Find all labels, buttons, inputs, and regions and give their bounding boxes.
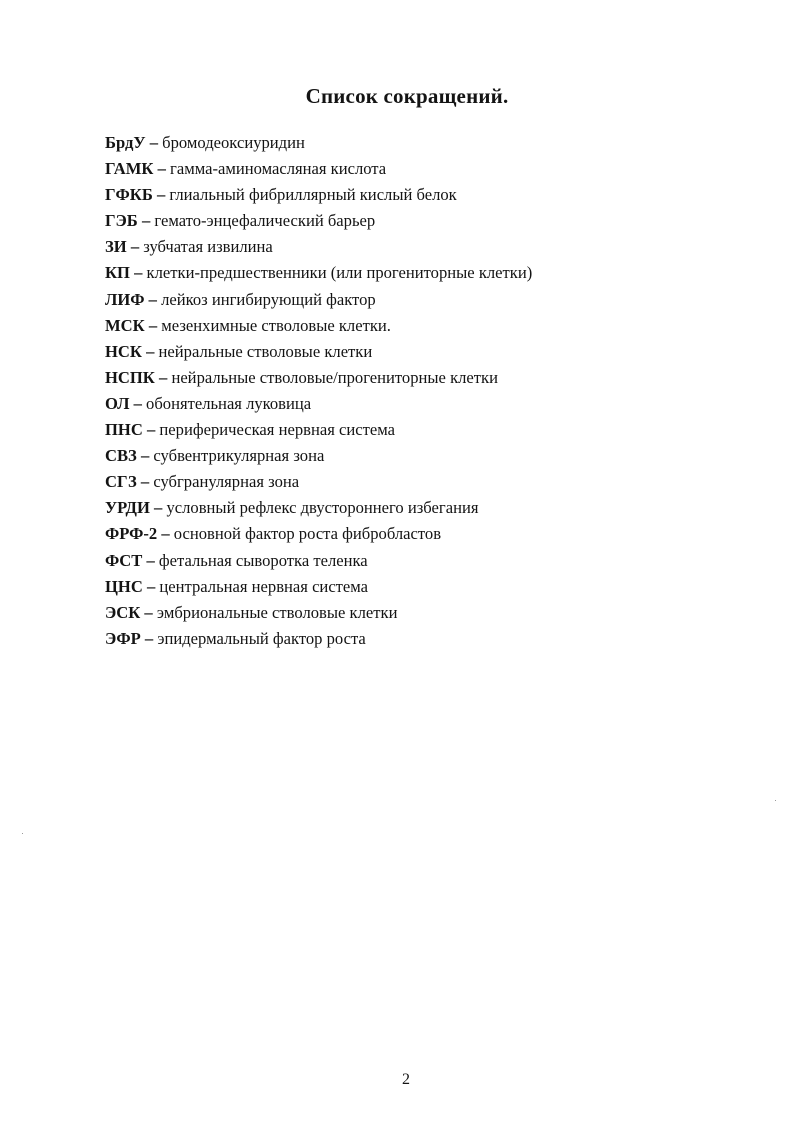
abbreviation-dash: – <box>140 602 157 622</box>
abbreviation-dash: – <box>145 133 163 152</box>
abbreviation-term: КП <box>105 263 130 283</box>
abbreviation-definition: основной фактор роста фибробластов <box>173 524 442 544</box>
abbreviation-item <box>105 600 532 626</box>
abbreviation-dash: – <box>129 263 147 283</box>
abbreviation-item <box>105 521 532 547</box>
abbreviation-dash: – <box>152 185 170 205</box>
abbreviation-term: ФСТ <box>105 550 143 570</box>
abbreviation-definition: нейральные стволовые/прогениторные клетки <box>171 367 498 387</box>
page-title: Список сокращений. <box>305 84 509 108</box>
abbreviation-dash: – <box>142 576 160 596</box>
abbreviation-dash: – <box>142 420 160 440</box>
abbreviation-dash: – <box>141 341 159 361</box>
abbreviation-item <box>105 156 532 182</box>
abbreviation-definition: центральная нервная система <box>159 576 369 596</box>
abbreviation-definition: глиальный фибриллярный кислый белок <box>169 185 457 205</box>
abbreviation-definition: клетки-предшественники (или прогениторные клетки) <box>146 263 533 283</box>
abbreviation-term: ЗИ <box>105 237 127 257</box>
abbreviation-item <box>105 574 532 600</box>
abbreviation-term: БрдУ <box>105 133 146 152</box>
abbreviation-definition: фетальная сыворотка теленка <box>158 550 368 570</box>
abbreviation-definition: субгранулярная зона <box>153 472 300 492</box>
abbreviation-item <box>105 234 532 260</box>
abbreviation-definition: обонятельная луковица <box>146 393 312 413</box>
abbreviation-list <box>105 130 532 652</box>
abbreviation-dash: – <box>126 237 144 257</box>
abbreviation-term: НСПК <box>105 367 155 387</box>
abbreviation-definition: бромодеоксиуридин <box>162 133 305 152</box>
abbreviation-definition: мезенхимные стволовые клетки. <box>161 315 391 335</box>
scan-speck <box>775 800 776 801</box>
abbreviation-item <box>105 130 532 156</box>
abbreviation-item <box>105 469 532 495</box>
abbreviation-term: ФРФ-2 <box>105 524 158 544</box>
abbreviation-item <box>105 260 532 286</box>
abbreviation-dash: – <box>157 524 174 544</box>
abbreviation-definition: периферическая нервная система <box>159 420 395 440</box>
abbreviation-item <box>105 495 532 521</box>
abbreviation-definition: гамма-аминомасляная кислота <box>170 159 387 179</box>
abbreviation-item <box>105 365 532 391</box>
abbreviation-term: ОЛ <box>105 393 130 413</box>
abbreviation-dash: – <box>129 393 147 413</box>
abbreviation-item <box>105 443 532 469</box>
abbreviation-term: ПНС <box>105 420 143 440</box>
abbreviation-term: ЛИФ <box>105 289 145 309</box>
abbreviation-term: ЦНС <box>105 576 143 596</box>
abbreviation-definition: зубчатая извилина <box>143 237 273 257</box>
page-number: 2 <box>402 1071 410 1088</box>
abbreviation-item <box>105 287 532 313</box>
abbreviation-term: СГЗ <box>105 472 137 492</box>
abbreviation-item <box>105 626 532 652</box>
abbreviation-term: УРДИ <box>105 498 150 518</box>
abbreviation-item <box>105 208 532 234</box>
abbreviation-term: СВЗ <box>105 446 137 466</box>
abbreviation-item <box>105 339 532 365</box>
scan-speck <box>22 833 23 834</box>
abbreviation-definition: субвентрикулярная зона <box>153 446 325 466</box>
abbreviation-definition: лейкоз ингибирующий фактор <box>161 289 376 309</box>
abbreviation-dash: – <box>144 315 162 335</box>
abbreviation-dash: – <box>142 550 159 570</box>
abbreviation-term: ГАМК <box>105 159 154 179</box>
abbreviation-dash: – <box>136 472 154 492</box>
abbreviation-dash: – <box>153 159 171 179</box>
abbreviation-dash: – <box>140 628 158 648</box>
abbreviation-item <box>105 182 532 208</box>
abbreviation-term: ЭФР <box>105 628 141 648</box>
abbreviation-dash: – <box>149 498 167 518</box>
abbreviation-definition: эмбриональные стволовые клетки <box>156 602 398 622</box>
abbreviation-definition: эпидермальный фактор роста <box>157 628 366 648</box>
abbreviation-dash: – <box>144 289 162 309</box>
abbreviation-definition: условный рефлекс двустороннего избегания <box>166 498 479 518</box>
abbreviation-definition: нейральные стволовые клетки <box>158 341 373 361</box>
abbreviation-item <box>105 391 532 417</box>
abbreviation-term: МСК <box>105 315 145 335</box>
abbreviation-term: НСК <box>105 341 142 361</box>
abbreviation-dash: – <box>136 446 154 466</box>
abbreviation-definition: гемато-энцефалический барьер <box>154 211 376 231</box>
abbreviation-term: ГФКБ <box>105 185 153 205</box>
abbreviation-item <box>105 548 532 574</box>
abbreviation-dash: – <box>154 367 172 387</box>
abbreviation-term: ГЭБ <box>105 211 138 231</box>
abbreviation-term: ЭСК <box>105 602 141 622</box>
abbreviation-item <box>105 313 532 339</box>
abbreviation-dash: – <box>137 211 155 231</box>
abbreviation-item <box>105 417 532 443</box>
